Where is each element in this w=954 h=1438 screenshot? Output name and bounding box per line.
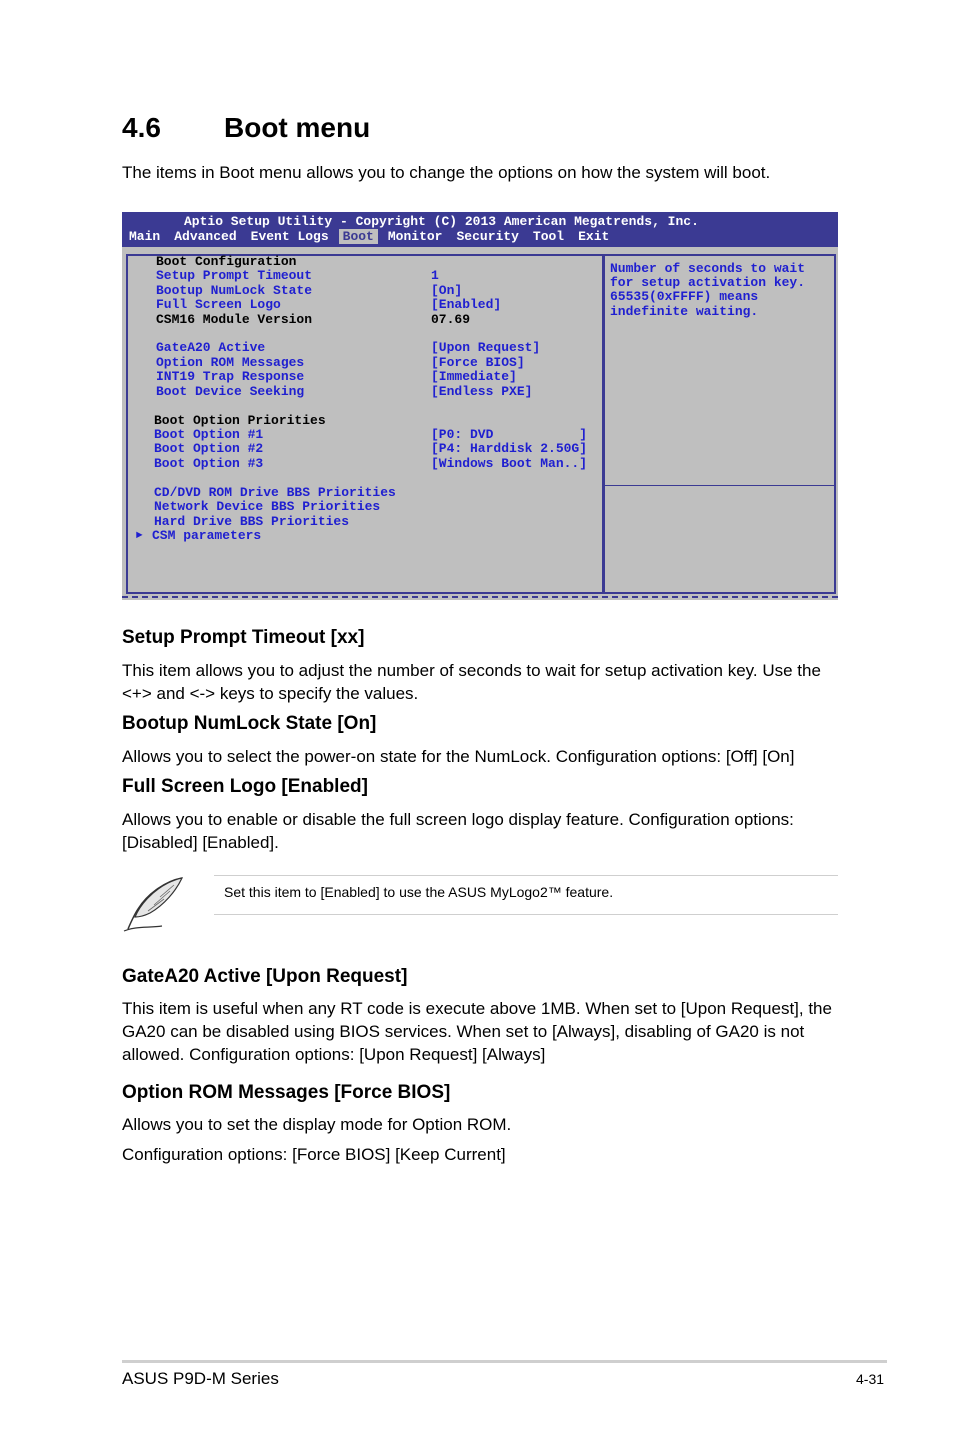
full-screen-logo-text: Allows you to enable or disable the full screen logo display feature. Configuration options: [Disabled] [Enabled]. [122, 810, 794, 852]
bios-menu-advanced[interactable]: Advanced [174, 229, 237, 244]
bios-menu-main[interactable]: Main [129, 229, 161, 244]
gatea20-active-value[interactable]: [Upon Request] [431, 340, 541, 355]
boot-device-seeking-label[interactable]: Boot Device Seeking [156, 384, 305, 399]
boot-option-3-label[interactable]: Boot Option #3 [154, 456, 264, 471]
help-line-3: 65535(0xFFFF) means [610, 289, 759, 304]
csm16-version-value: 07.69 [431, 312, 471, 327]
csm16-version-label: CSM16 Module Version [156, 312, 313, 327]
boot-option-priorities-header: Boot Option Priorities [154, 413, 326, 428]
full-screen-logo-heading: Full Screen Logo [Enabled] [122, 776, 368, 797]
bios-menu-bar [129, 229, 623, 244]
bios-title: Aptio Setup Utility - Copyright (C) 2013 American Megatrends, Inc. [184, 214, 699, 229]
section-title: Boot menu [224, 112, 371, 143]
bios-menu-security[interactable]: Security [456, 229, 519, 244]
gatea20-heading: GateA20 Active [Upon Request] [122, 966, 408, 987]
bootup-numlock-text: Allows you to select the power-on state for the NumLock. Configuration options: [Off] [On] [122, 747, 795, 766]
setup-prompt-timeout-heading: Setup Prompt Timeout [xx] [122, 627, 365, 648]
boot-option-1-value[interactable]: [P0: DVD ] [431, 427, 588, 442]
int19-trap-label[interactable]: INT19 Trap Response [156, 369, 305, 384]
network-bbs-priorities-link[interactable]: Network Device BBS Priorities [154, 499, 381, 514]
cddvd-bbs-priorities-link[interactable]: CD/DVD ROM Drive BBS Priorities [154, 485, 396, 500]
boot-configuration-header: Boot Configuration [156, 254, 297, 269]
note-bottom-rule [214, 914, 838, 915]
boot-device-seeking-value[interactable]: [Endless PXE] [431, 384, 533, 399]
bios-menu-exit[interactable]: Exit [578, 229, 610, 244]
bios-screen [122, 212, 838, 600]
full-screen-logo-label[interactable]: Full Screen Logo [156, 297, 281, 312]
submenu-arrow-icon: ► [136, 530, 143, 542]
bios-menu-boot[interactable]: Boot [339, 229, 378, 244]
bios-help-divider [605, 485, 834, 486]
footer-product: ASUS P9D-M Series [122, 1369, 279, 1388]
note-top-rule [214, 875, 838, 876]
bootup-numlock-value[interactable]: [On] [431, 283, 463, 298]
full-screen-logo-value[interactable]: [Enabled] [431, 297, 502, 312]
bootup-numlock-label[interactable]: Bootup NumLock State [156, 283, 313, 298]
bootup-numlock-heading: Bootup NumLock State [On] [122, 713, 377, 734]
footer-rule [122, 1360, 887, 1363]
int19-trap-value[interactable]: [Immediate] [431, 369, 517, 384]
boot-option-3-value[interactable]: [Windows Boot Man..] [431, 456, 588, 471]
bios-menu-monitor[interactable]: Monitor [387, 229, 443, 244]
bios-bottom-dashed-line [122, 596, 838, 598]
bios-menu-event-logs[interactable]: Event Logs [250, 229, 329, 244]
boot-option-2-value[interactable]: [P4: Harddisk 2.50G] [431, 441, 588, 456]
option-rom-config-text: Configuration options: [Force BIOS] [Keep Current] [122, 1145, 506, 1164]
intro-text: The items in Boot menu allows you to change the options on how the system will boot. [122, 163, 771, 182]
bios-menu-tool[interactable]: Tool [532, 229, 565, 244]
gatea20-text: This item is useful when any RT code is execute above 1MB. When set to [Upon Request], the GA20 can be disabled using BIOS services. When set to [Always], disabling of GA20 is not allowed. Configuration options: [Upon Request] [Always] [122, 999, 832, 1064]
csm-parameters-link[interactable]: CSM parameters [152, 528, 262, 543]
page-title [122, 112, 370, 144]
setup-prompt-timeout-value[interactable]: 1 [431, 268, 439, 283]
option-rom-text: Allows you to set the display mode for Option ROM. [122, 1115, 512, 1134]
boot-option-2-label[interactable]: Boot Option #2 [154, 441, 264, 456]
option-rom-messages-value[interactable]: [Force BIOS] [431, 355, 525, 370]
setup-prompt-timeout-text: This item allows you to adjust the number of seconds to wait for setup activation key. Use the <+> and <-> keys to specify the values. [122, 661, 821, 703]
hard-drive-bbs-priorities-link[interactable]: Hard Drive BBS Priorities [154, 514, 350, 529]
note-text: Set this item to [Enabled] to use the ASUS MyLogo2™ feature. [224, 884, 614, 900]
gatea20-active-label[interactable]: GateA20 Active [156, 340, 266, 355]
option-rom-heading: Option ROM Messages [Force BIOS] [122, 1082, 451, 1103]
feather-pen-icon [122, 875, 186, 933]
option-rom-messages-label[interactable]: Option ROM Messages [156, 355, 305, 370]
setup-prompt-timeout-label[interactable]: Setup Prompt Timeout [156, 268, 313, 283]
bios-header [122, 212, 838, 247]
help-line-2: for setup activation key. [610, 275, 806, 290]
help-line-1: Number of seconds to wait [610, 261, 806, 276]
section-number: 4.6 [122, 112, 161, 143]
help-line-4: indefinite waiting. [610, 304, 759, 319]
footer-page-number: 4-31 [856, 1371, 885, 1387]
boot-option-1-label[interactable]: Boot Option #1 [154, 427, 264, 442]
